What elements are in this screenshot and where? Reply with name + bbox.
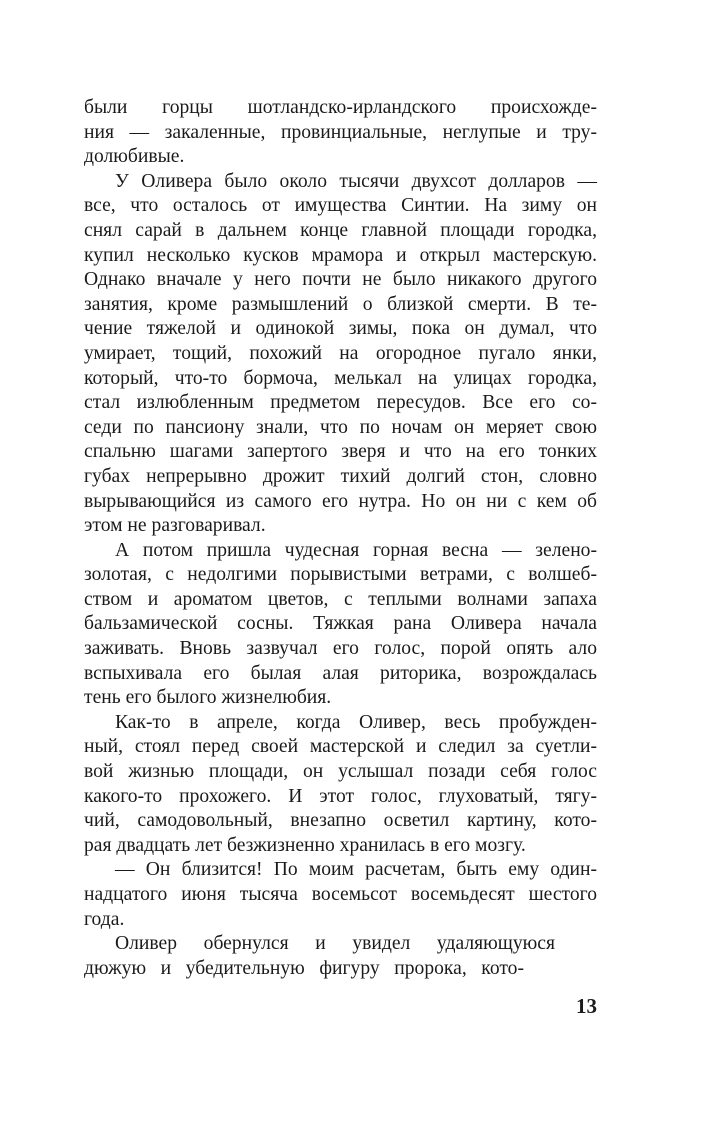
text-line: купил несколько кусков мрамора и открыл мастерскую. [84, 244, 597, 266]
text-line: ством и ароматом цветов, с теплыми волнами запаха [84, 588, 597, 610]
text-line: чий, самодовольный, внезапно осветил картину, кото- [84, 810, 597, 832]
text-line: этом не разговаривал. [84, 515, 266, 537]
text-line: Однако вначале у него почти не было никакого другого [84, 269, 597, 291]
text-line: дюжую и убедительную фигуру пророка, кото- [84, 957, 524, 979]
text-line: — Он близится! По моим расчетам, быть ему один- [115, 859, 597, 881]
text-line: ный, стоял перед своей мастерской и следил за суетли- [84, 736, 597, 758]
text-line: вырывающийся из самого его нутра. Но он ни с кем об [84, 490, 597, 512]
text-line: золотая, с недолгими порывистыми ветрами, с волшеб- [84, 564, 597, 586]
text-line: У Оливера было около тысячи двухсот долларов — [115, 170, 597, 192]
text-line: бальзамической сосны. Тяжкая рана Оливера начала [84, 613, 597, 635]
text-line: рая двадцать лет безжизненно хранилась в его мозгу. [84, 834, 526, 856]
text-line: А потом пришла чудесная горная весна — зелено- [115, 539, 597, 561]
text-line: тень его былого жизнелюбия. [84, 687, 332, 709]
text-line: заживать. Вновь зазвучал его голос, порой опять ало [84, 638, 597, 660]
text-line: Как-то в апреле, когда Оливер, весь пробужден- [115, 711, 597, 733]
text-line: умирает, тощий, похожий на огородное пугало янки, [84, 342, 597, 364]
text-line: вой жизнью площади, он услышал позади себя голос [84, 761, 597, 783]
text-line: ния — закаленные, провинциальные, неглупые и тру- [84, 121, 597, 143]
text-line: какого-то прохожего. И этот голос, глуховатый, тягу- [84, 785, 597, 807]
text-line: стал излюбленным предметом пересудов. Все его со- [84, 392, 597, 414]
text-line: года. [84, 908, 125, 930]
text-line: были горцы шотландско-ирландского происхожде- [84, 97, 597, 118]
text-line: спальню шагами запертого зверя и что на его тонких [84, 441, 597, 463]
text-line: чение тяжелой и одинокой зимы, пока он думал, что [84, 318, 597, 340]
body-text [84, 96, 597, 981]
text-line: долюбивые. [84, 146, 185, 168]
text-line: вспыхивала его былая алая риторика, возрождалась [84, 662, 597, 684]
text-line: надцатого июня тысяча восемьсот восемьдесят шестого [84, 884, 597, 905]
text-line: который, что-то бормоча, мелькал на улицах городка, [84, 367, 597, 389]
text-line: снял сарай в дальнем конце главной площади городка, [84, 219, 597, 241]
text-line: седи по пансиону знали, что по ночам он меряет свою [84, 416, 597, 438]
text-line: губах непрерывно дрожит тихий долгий стон, словно [84, 465, 597, 487]
text-line: Оливер обернулся и увидел удаляющуюся [115, 933, 555, 955]
page-number: 13 [576, 994, 597, 1018]
text-line: все, что осталось от имущества Синтии. На зиму он [84, 195, 597, 217]
text-line: занятия, кроме размышлений о близкой смерти. В те- [84, 293, 597, 315]
